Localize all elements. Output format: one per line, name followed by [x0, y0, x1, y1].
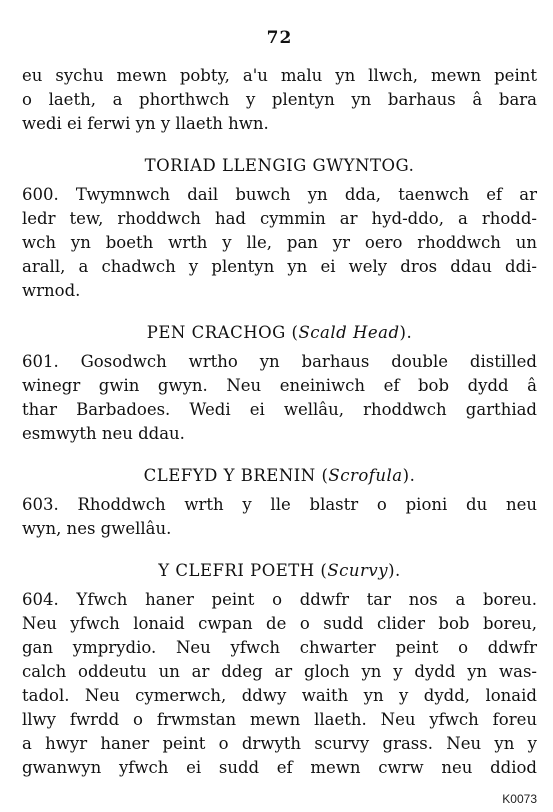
text-line: o laeth, a phorthwch y plentyn yn barhaus â bara — [22, 90, 537, 109]
text-line: gan ymprydio. Neu yfwch chwarter peint o ddwfr — [22, 638, 537, 657]
text-line: 604. Yfwch haner peint o ddwfr tar nos a boreu. — [22, 590, 537, 609]
text-line: wch yn boeth wrth y lle, pan yr oero rhoddwch un — [22, 233, 537, 252]
heading-tail: ). — [388, 561, 401, 580]
heading-tail: ). — [399, 323, 413, 342]
text-line: llwy fwrdd o frwmstan mewn llaeth. Neu yfwch foreu — [22, 710, 537, 729]
section-paragraph — [22, 588, 537, 780]
heading-tail: ). — [402, 466, 416, 485]
heading-latin: Scurvy — [327, 561, 389, 580]
section-heading — [22, 156, 537, 175]
text-line: 600. Twymnwch dail buwch yn dda, taenwch ef ar — [22, 185, 537, 204]
text-line: eu sychu mewn pobty, a'u malu yn llwch, mewn peint — [22, 66, 537, 85]
section-paragraph — [22, 350, 537, 446]
section-paragraph — [22, 493, 537, 541]
text-line: wedi ei ferwi yn y llaeth hwn. — [22, 114, 269, 133]
section-heading — [22, 466, 537, 485]
heading-text: CLEFYD Y BRENIN ( — [143, 466, 329, 485]
intro-paragraph — [22, 64, 537, 136]
text-line: wrnod. — [22, 281, 81, 300]
text-line: esmwyth neu ddau. — [22, 424, 185, 443]
section-paragraph — [22, 183, 537, 303]
text-line: 603. Rhoddwch wrth y lle blastr o pioni du neu — [22, 495, 537, 514]
text-line: arall, a chadwch y plentyn yn ei wely dros ddau ddi- — [22, 257, 537, 276]
heading-latin: Scald Head — [298, 323, 400, 342]
text-line: gwanwyn yfwch ei sudd ef mewn cwrw neu ddiod — [22, 758, 537, 777]
text-line: Neu yfwch lonaid cwpan de o sudd clider bob boreu, — [22, 614, 537, 633]
text-line: 601. Gosodwch wrtho yn barhaus double distilled — [22, 352, 537, 371]
text-line: thar Barbadoes. Wedi ei wellâu, rhoddwch garthiad — [22, 400, 537, 419]
text-line: tadol. Neu cymerwch, ddwy waith yn y dydd, lonaid — [22, 686, 537, 705]
text-line: calch oddeutu un ar ddeg ar gloch yn y dydd yn was- — [22, 662, 537, 681]
text-line: ledr tew, rhoddwch had cymmin ar hyd-ddo, a rhodd- — [22, 209, 537, 228]
section-heading — [22, 561, 537, 580]
heading-latin: Scrofula — [328, 466, 403, 485]
text-line: winegr gwin gwyn. Neu eneiniwch ef bob dydd â — [22, 376, 537, 395]
text-line: wyn, nes gwellâu. — [22, 519, 172, 538]
page-number: 72 — [266, 28, 293, 48]
text-line: a hwyr haner peint o drwyth scurvy grass. Neu yn y — [22, 734, 537, 753]
catalog-id: K0073 — [502, 792, 537, 806]
heading-text: Y CLEFRI POETH ( — [158, 561, 328, 580]
section-heading — [22, 323, 537, 342]
heading-text: PEN CRACHOG ( — [146, 323, 299, 342]
heading-text: TORIAD LLENGIG GWYNTOG. — [144, 156, 415, 175]
book-page — [22, 28, 537, 780]
